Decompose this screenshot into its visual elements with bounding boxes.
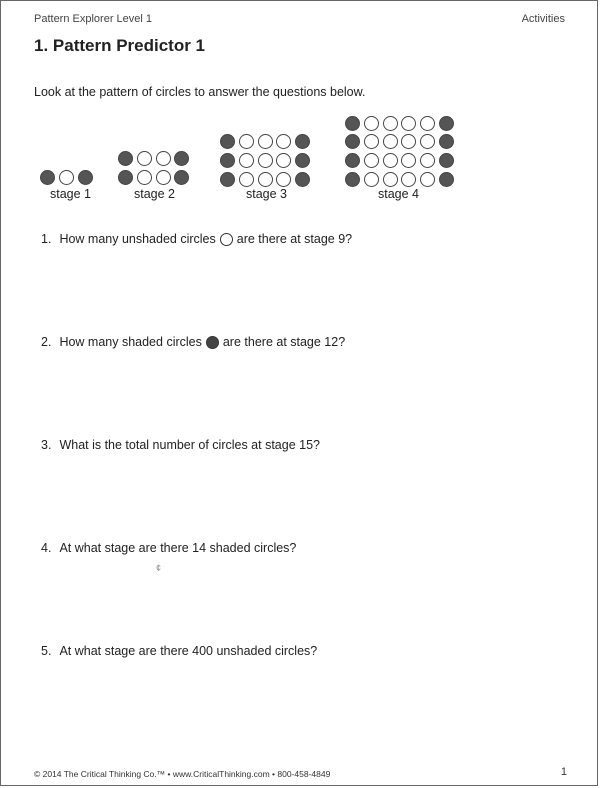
- shaded-circle: [220, 153, 235, 168]
- page-title: 1. Pattern Predictor 1: [34, 36, 206, 55]
- unshaded-circle: [383, 172, 398, 187]
- question-2: [41, 335, 345, 349]
- question-number: 4.: [41, 541, 52, 555]
- unshaded-circle: [401, 153, 416, 168]
- header-book-title: Pattern Explorer Level 1: [34, 13, 153, 25]
- unshaded-circle: [383, 134, 398, 149]
- pattern-stages: [1, 106, 600, 206]
- shaded-circle: [295, 172, 310, 187]
- unshaded-circle: [156, 170, 171, 185]
- unshaded-circle: [401, 116, 416, 131]
- question-text: What is the total number of circles at stage 15?: [59, 438, 320, 452]
- unshaded-circle: [137, 170, 152, 185]
- stage-label: stage 2: [134, 187, 176, 201]
- shaded-circle: [345, 153, 360, 168]
- shaded-circle: [439, 116, 454, 131]
- unshaded-circle: [258, 134, 273, 149]
- footer-copyright: © 2014 The Critical Thinking Co.™ • www.CriticalThinking.com • 800-458-4849: [34, 769, 331, 779]
- shaded-circle: [295, 153, 310, 168]
- shaded-circle: [118, 151, 133, 166]
- unshaded-circle: [383, 116, 398, 131]
- unshaded-circle: [364, 153, 379, 168]
- question-number: 3.: [41, 438, 52, 452]
- unshaded-circle: [420, 116, 435, 131]
- unshaded-circle: [137, 151, 152, 166]
- shaded-circle: [118, 170, 133, 185]
- unshaded-circle: [239, 172, 254, 187]
- unshaded-circle: [364, 172, 379, 187]
- unshaded-circle: [364, 116, 379, 131]
- question-text: At what stage are there 14 shaded circles?: [59, 541, 297, 555]
- shaded-circle: [78, 170, 93, 185]
- unshaded-circle: [420, 172, 435, 187]
- shaded-circle: [439, 134, 454, 149]
- question-4: [41, 541, 296, 555]
- shaded-circle-icon: [206, 336, 219, 349]
- shaded-circle: [220, 172, 235, 187]
- question-number: 2.: [41, 335, 52, 349]
- question-text-after: are there at stage 9?: [236, 232, 353, 246]
- question-1: [41, 232, 352, 246]
- shaded-circle: [439, 172, 454, 187]
- stray-pencil-mark: ¢: [156, 563, 162, 573]
- unshaded-circle: [156, 151, 171, 166]
- unshaded-circle: [276, 134, 291, 149]
- shaded-circle: [220, 134, 235, 149]
- shaded-circle: [439, 153, 454, 168]
- header-section: Activities: [521, 13, 565, 25]
- stage-label: stage 3: [246, 187, 288, 201]
- page-number: 1: [560, 766, 567, 778]
- unshaded-circle: [401, 134, 416, 149]
- unshaded-circle: [258, 172, 273, 187]
- shaded-circle: [295, 134, 310, 149]
- question-5: [41, 644, 317, 658]
- question-text: At what stage are there 400 unshaded circles?: [59, 644, 318, 658]
- shaded-circle: [345, 172, 360, 187]
- unshaded-circle: [364, 134, 379, 149]
- unshaded-circle: [383, 153, 398, 168]
- unshaded-circle: [59, 170, 74, 185]
- unshaded-circle: [401, 172, 416, 187]
- stage-label: stage 4: [378, 187, 420, 201]
- unshaded-circle: [420, 153, 435, 168]
- shaded-circle: [174, 170, 189, 185]
- unshaded-circle: [276, 153, 291, 168]
- question-text-before: How many unshaded circles: [59, 232, 216, 246]
- unshaded-circle: [276, 172, 291, 187]
- shaded-circle: [345, 134, 360, 149]
- question-text-after: are there at stage 12?: [222, 335, 346, 349]
- shaded-circle: [345, 116, 360, 131]
- question-number: 5.: [41, 644, 52, 658]
- shaded-circle: [40, 170, 55, 185]
- unshaded-circle: [258, 153, 273, 168]
- question-number: 1.: [41, 232, 52, 246]
- unshaded-circle: [420, 134, 435, 149]
- question-3: [41, 438, 320, 452]
- unshaded-circle: [239, 153, 254, 168]
- question-text-before: How many shaded circles: [59, 335, 202, 349]
- shaded-circle: [174, 151, 189, 166]
- unshaded-circle-icon: [220, 233, 233, 246]
- stage-label: stage 1: [50, 187, 92, 201]
- instructions: Look at the pattern of circles to answer the questions below.: [34, 85, 366, 99]
- unshaded-circle: [239, 134, 254, 149]
